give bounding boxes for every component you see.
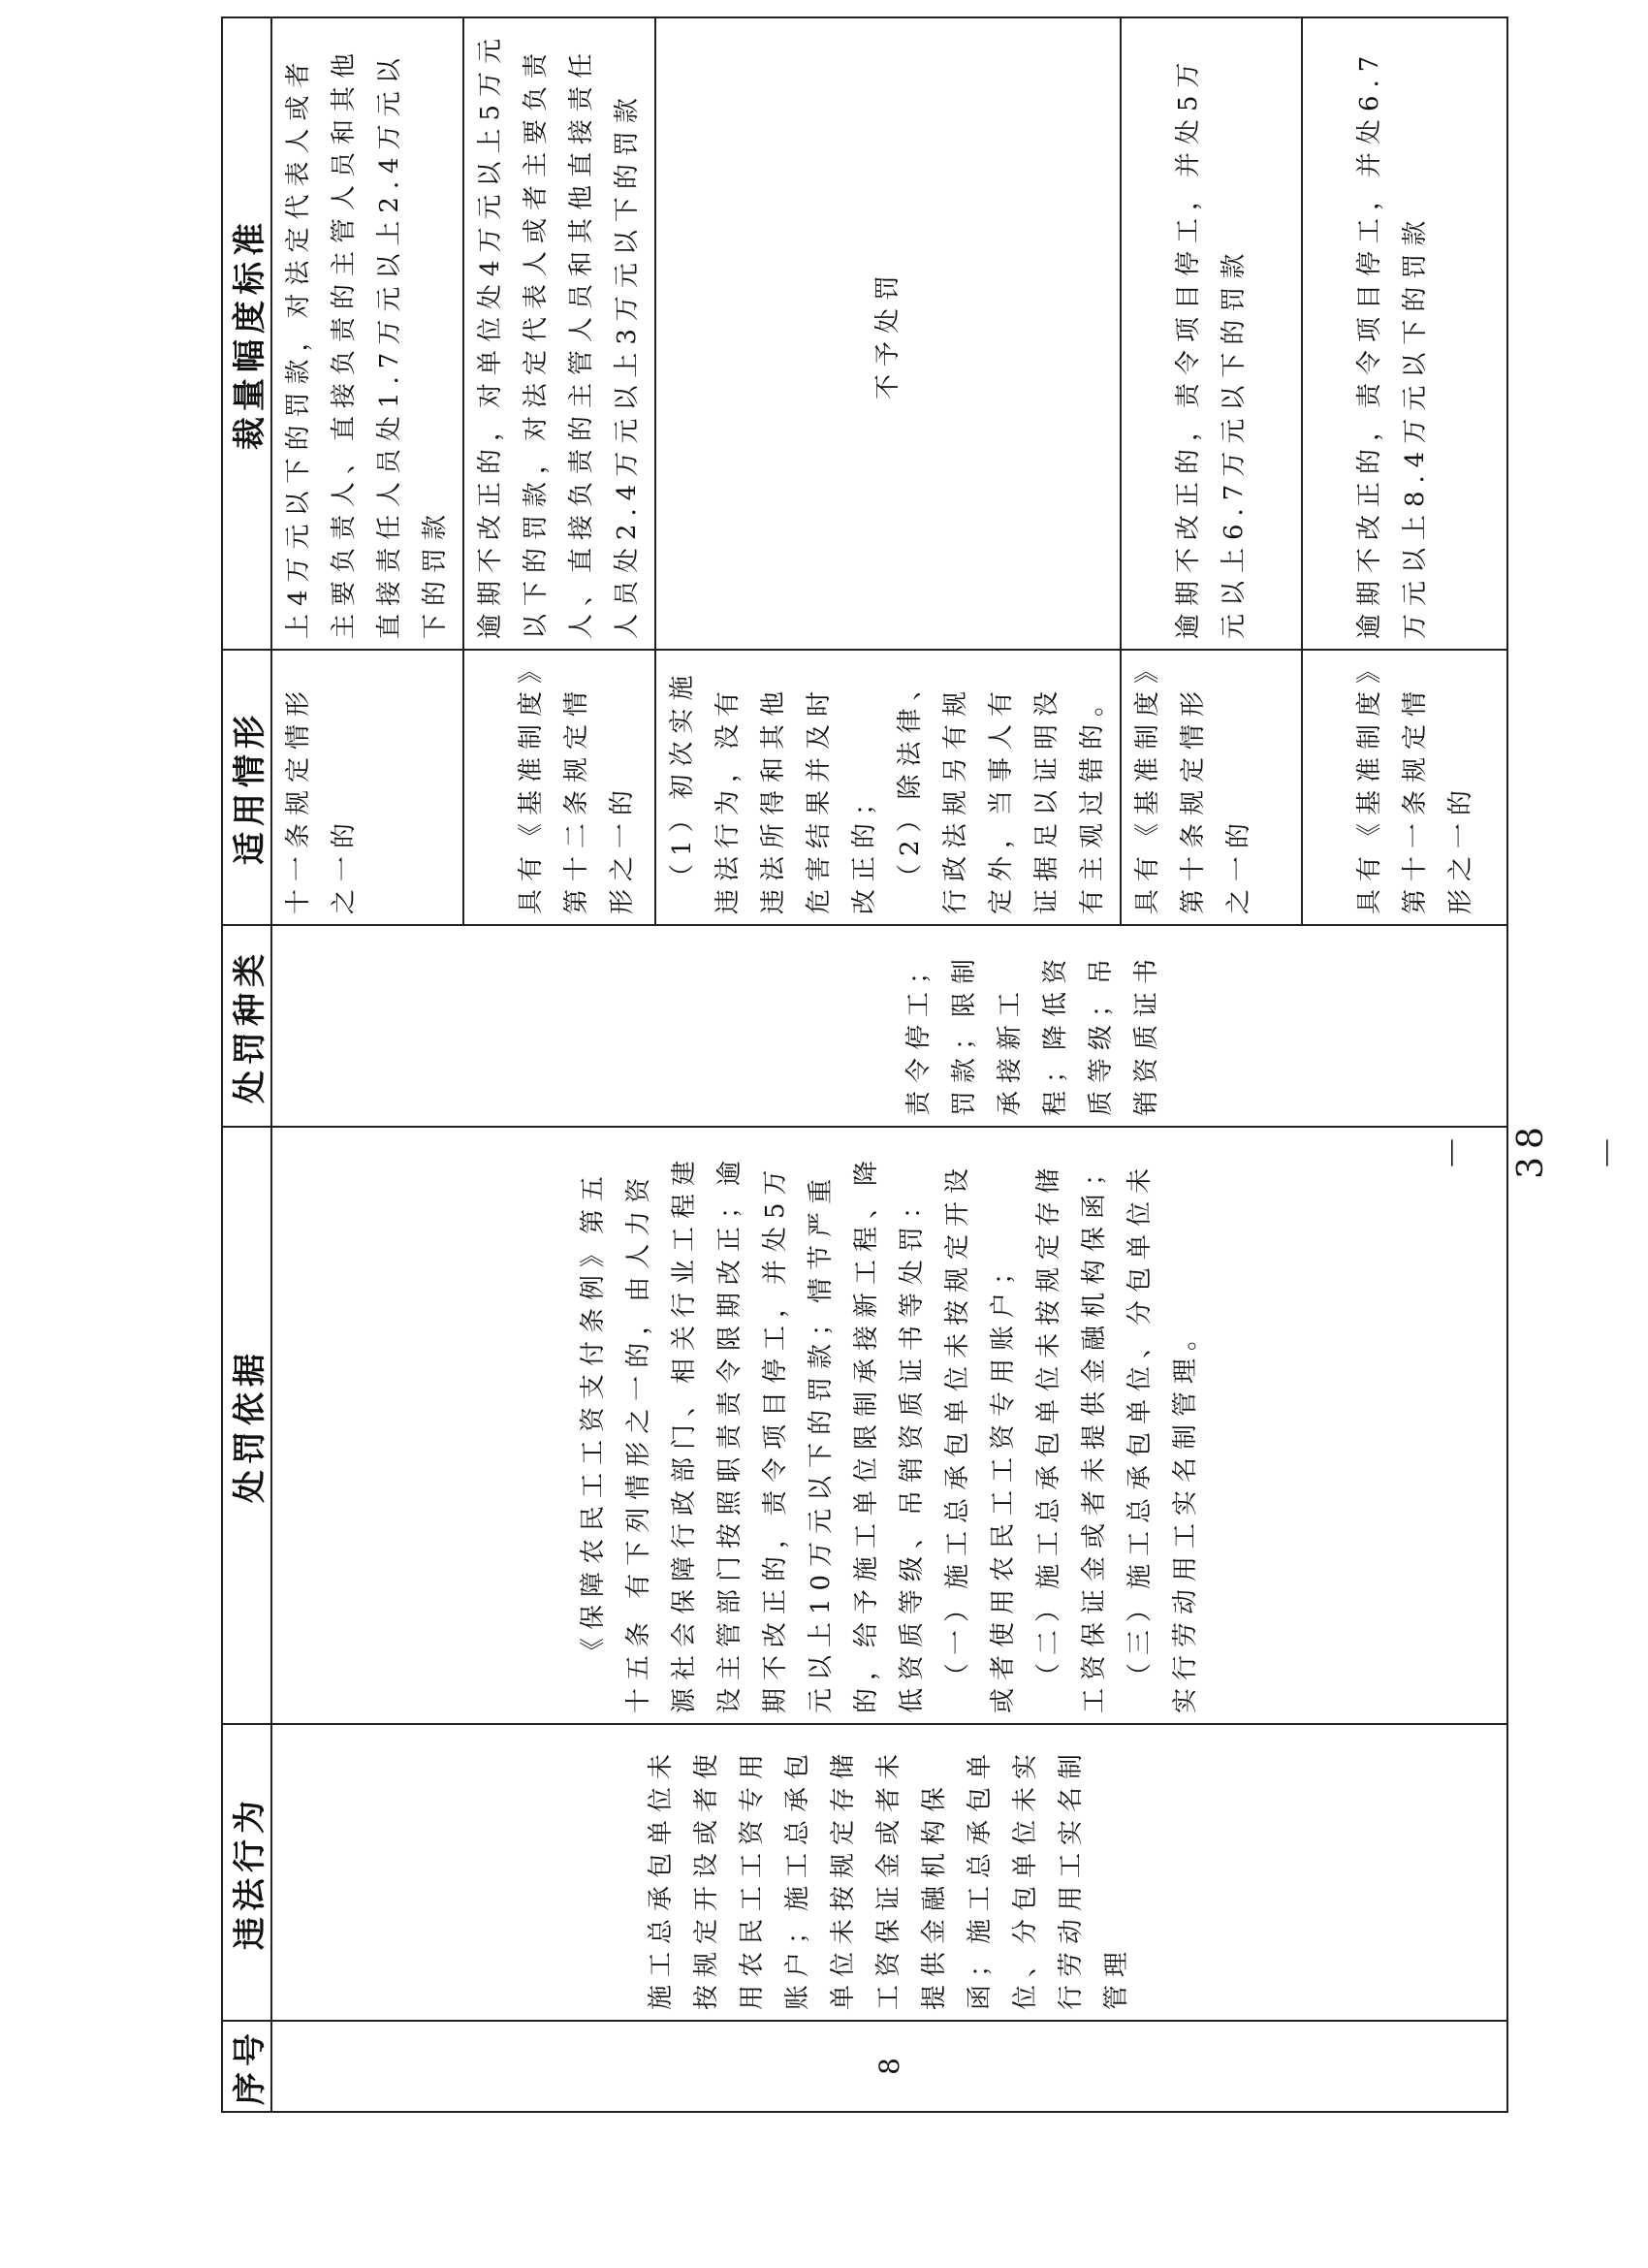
circumstance-cell: 具有《基准制度》第十二条规定情形之一的 (463, 650, 655, 925)
basis-paragraph: （三）施工总承包单位、分包单位未实行劳动用工实名制管理。 (1125, 1160, 1200, 1713)
standard-cell: 不予处罚 (655, 17, 1121, 650)
basis-paragraph: （一）施工总承包单位未按规定开设或者使用农民工工资专用账户； (942, 1160, 1018, 1713)
rotated-page (221, 18, 1475, 2113)
table-row (271, 17, 463, 2112)
header-violation: 违法行为 (222, 1724, 271, 2021)
header-standard: 裁量幅度标准 (222, 17, 271, 650)
circumstance-line: （2）除法律、行政法规另有规定外，当事人有证据足以证明没有主观过错的。 (896, 667, 1107, 914)
table-header-row (222, 17, 271, 2112)
standard-cell: 逾期不改正的，对单位处4万元以上5万元以下的罚款，对法定代表人或者主要负责人、直接负责的主管人员和其他直接责任人员处2.4万元以上3万元以下的罚款 (463, 17, 655, 650)
header-basis: 处罚依据 (222, 1127, 271, 1724)
circumstance-line: （1）初次实施违法行为，没有违法所得和其他危害结果并及时改正的； (668, 667, 879, 914)
circumstance-cell: 具有《基准制度》第十条规定情形之一的 (1121, 650, 1302, 925)
header-circumstance: 适用情形 (222, 650, 271, 925)
circumstance-cell: 具有《基准制度》第十一条规定情形之一的 (1302, 650, 1507, 925)
standard-cell: 逾期不改正的，责令项目停工，并处5万元以上6.7万元以下的罚款 (1121, 17, 1302, 650)
header-seq: 序号 (222, 2021, 271, 2112)
basis-paragraph: 《保障农民工工资支付条例》第五十五条 有下列情形之一的，由人力资源社会保障行政部门、相关行业工程建设主管部门按照职责责令限期改正；逾期不改正的，责令项目停工，并处5万元以上10万元以下的罚款；情节严重的，给予施工单位限制承接新工程、降低资质等级、吊销资质证书等处罚： (578, 1152, 927, 1713)
standard-cell: 逾期不改正的，责令项目停工，并处6.7万元以上8.4万元以下的罚款 (1302, 17, 1507, 650)
penalty-type-text: 责令停工；罚款；限制承接新工程；降低资质等级；吊销资质证书 (903, 950, 1161, 1116)
basis-cell (271, 1127, 1507, 1724)
circumstance-cell: 十一条规定情形之一的 (271, 650, 463, 925)
row-seq: 8 (271, 2021, 1507, 2112)
header-penalty-type: 处罚种类 (222, 925, 271, 1127)
basis-paragraph: （二）施工总承包单位未按规定存储工资保证金或者未提供金融机构保函； (1033, 1152, 1109, 1713)
circumstance-cell (655, 650, 1121, 925)
standard-cell: 上4万元以下的罚款，对法定代表人或者主要负责人、直接负责的主管人员和其他直接责任人员处1.7万元以上2.4万元以下的罚款 (271, 17, 463, 650)
violation-cell: 施工总承包单位未按规定开设或者使用农民工工资专用账户；施工总承包单位未按规定存储工资保证金或者未提供金融机构保函；施工总承包单位、分包单位未实行劳动用工实名制管理 (271, 1724, 1507, 2021)
page-number: － 38 － (1434, 1119, 1629, 1179)
penalty-type-cell (271, 925, 1507, 1127)
